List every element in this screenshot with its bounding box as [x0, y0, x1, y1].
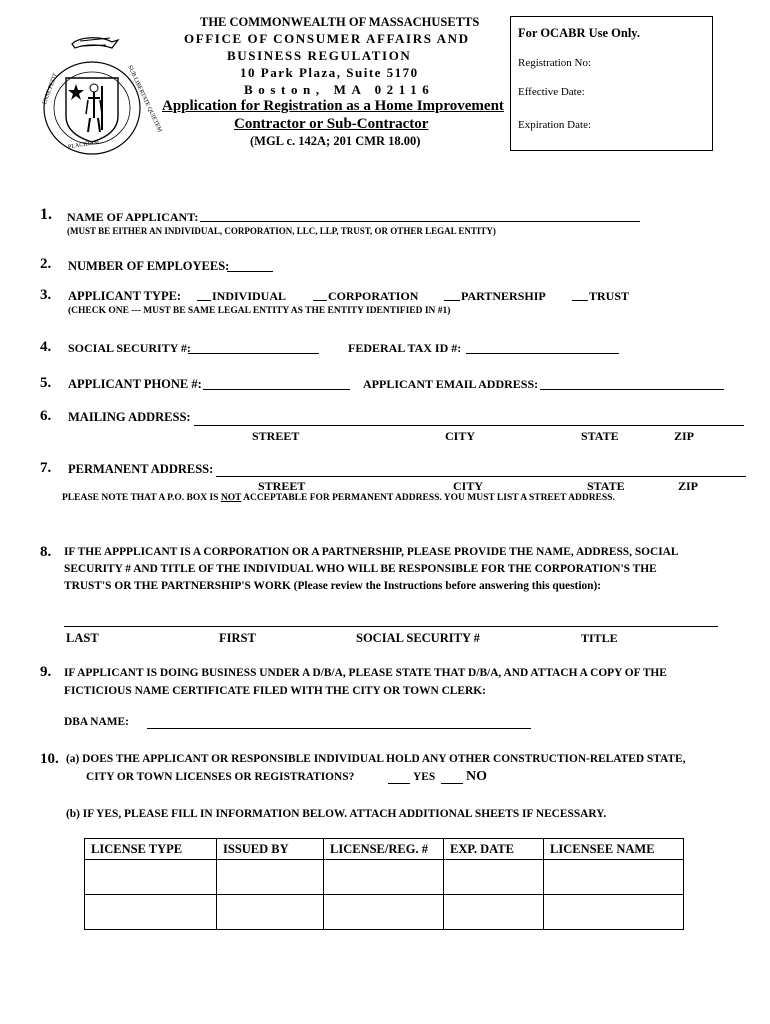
employees-field[interactable]: [227, 271, 273, 272]
dba-field[interactable]: [147, 728, 531, 729]
office-heading-line2: BUSINESS REGULATION: [227, 48, 412, 63]
license-table: [84, 838, 684, 930]
table-cell[interactable]: [444, 895, 544, 930]
table-cell[interactable]: [544, 860, 684, 895]
seal-text-left: ENSE PETIT: [41, 72, 59, 106]
q3-number: 3.: [40, 287, 52, 303]
q10-number: 10.: [40, 751, 59, 767]
col-last: LAST: [66, 631, 99, 645]
option-trust: TRUST: [589, 289, 630, 303]
permanent-street: STREET: [258, 479, 306, 493]
ssn-field[interactable]: [188, 353, 319, 354]
corporation-checkbox[interactable]: [313, 300, 327, 301]
state-seal: [30, 26, 163, 156]
no-label: NO: [466, 769, 487, 784]
mailing-zip: ZIP: [674, 429, 695, 443]
permanent-address-field[interactable]: [216, 476, 746, 477]
employees-label: NUMBER OF EMPLOYEES:: [68, 259, 230, 273]
q9-line1: IF APPLICANT IS DOING BUSINESS UNDER A D/B/A, PLEASE STATE THAT D/B/A, AND ATTACH A COPY OF THE: [64, 667, 667, 679]
table-cell[interactable]: [324, 895, 444, 930]
option-partnership: PARTNERSHIP: [461, 289, 546, 303]
mailing-street: STREET: [252, 429, 300, 443]
q10a-line1: (a) DOES THE APPLICANT OR RESPONSIBLE INDIVIDUAL HOLD ANY OTHER CONSTRUCTION-RELATED STATE,: [66, 753, 686, 765]
po-box-note-pre: PLEASE NOTE THAT A P.O. BOX IS: [62, 493, 221, 503]
table-cell[interactable]: [324, 860, 444, 895]
ssn-label: SOCIAL SECURITY #:: [68, 341, 191, 355]
permanent-state: STATE: [587, 479, 625, 493]
q8-line3: TRUST'S OR THE PARTNERSHIP'S WORK (Please review the Instructions before answering this question):: [64, 580, 602, 592]
address-line2: Boston, MA 02116: [244, 82, 435, 97]
email-field[interactable]: [540, 389, 724, 390]
applicant-name-label: NAME OF APPLICANT:: [67, 210, 199, 224]
header-licensee-name: LICENSEE NAME: [544, 839, 684, 860]
table-cell[interactable]: [85, 860, 217, 895]
po-box-note: [62, 493, 615, 503]
seal-text-bottom: PLACIDAM: [67, 139, 100, 151]
po-box-note-post: ACCEPTABLE FOR PERMANENT ADDRESS. YOU MUST LIST A STREET ADDRESS.: [241, 493, 615, 503]
q4-number: 4.: [40, 339, 52, 355]
permanent-zip: ZIP: [678, 479, 699, 493]
q2-number: 2.: [40, 256, 52, 272]
q9-line2: FICTICIOUS NAME CERTIFICATE FILED WITH THE CITY OR TOWN CLERK:: [64, 685, 486, 697]
header-issued-by: ISSUED BY: [217, 839, 324, 860]
q6-number: 6.: [40, 408, 52, 424]
address-line1: 10 Park Plaza, Suite 5170: [240, 65, 419, 80]
q10a-line2: CITY OR TOWN LICENSES OR REGISTRATIONS?: [86, 771, 355, 783]
header-license-type: LICENSE TYPE: [85, 839, 217, 860]
q8-number: 8.: [40, 544, 52, 560]
office-heading-line1: OFFICE OF CONSUMER AFFAIRS AND: [184, 31, 470, 46]
q8-line1: IF THE APPPLICANT IS A CORPORATION OR A PARTNERSHIP, PLEASE PROVIDE THE NAME, ADDRESS, SOCIAL: [64, 546, 679, 558]
mailing-address-field[interactable]: [194, 425, 744, 426]
partnership-checkbox[interactable]: [444, 300, 460, 301]
trust-checkbox[interactable]: [572, 300, 588, 301]
tax-id-label: FEDERAL TAX ID #:: [348, 341, 462, 355]
phone-label: APPLICANT PHONE #:: [68, 377, 202, 391]
ocabr-title: For OCABR Use Only.: [518, 26, 640, 40]
q9-number: 9.: [40, 664, 52, 680]
table-cell[interactable]: [85, 895, 217, 930]
q8-line2: SECURITY # AND TITLE OF THE INDIVIDUAL WHO WILL BE RESPONSIBLE FOR THE CORPORATION'S THE: [64, 563, 657, 575]
license-table-header: [85, 839, 684, 860]
responsible-individual-field[interactable]: [64, 626, 718, 627]
col-title: TITLE: [581, 631, 618, 645]
permanent-city: CITY: [453, 479, 484, 493]
col-ssn: SOCIAL SECURITY #: [356, 631, 480, 645]
table-cell[interactable]: [544, 895, 684, 930]
table-cell[interactable]: [444, 860, 544, 895]
commonwealth-heading: THE COMMONWEALTH OF MASSACHUSETTS: [200, 15, 480, 29]
option-individual: INDIVIDUAL: [212, 289, 287, 303]
applicant-name-field[interactable]: [200, 221, 640, 222]
header-exp-date: EXP. DATE: [444, 839, 544, 860]
table-cell[interactable]: [217, 895, 324, 930]
option-corporation: CORPORATION: [328, 289, 419, 303]
mailing-address-label: MAILING ADDRESS:: [68, 410, 191, 424]
form-title-line1: Application for Registration as a Home Improvement: [162, 98, 504, 114]
permanent-address-label: PERMANENT ADDRESS:: [68, 462, 214, 476]
tax-id-field[interactable]: [466, 353, 619, 354]
col-first: FIRST: [219, 631, 256, 645]
table-cell[interactable]: [217, 860, 324, 895]
table-row: [85, 895, 684, 930]
dba-label: DBA NAME:: [64, 716, 129, 728]
yes-field[interactable]: [388, 783, 410, 784]
yes-label: YES: [413, 771, 436, 783]
q10b-line: (b) IF YES, PLEASE FILL IN INFORMATION BELOW. ATTACH ADDITIONAL SHEETS IF NECESSARY.: [66, 808, 607, 820]
q5-number: 5.: [40, 375, 52, 391]
registration-no-label: Registration No:: [518, 57, 592, 69]
mailing-city: CITY: [445, 429, 476, 443]
effective-date-label: Effective Date:: [518, 86, 585, 98]
po-box-note-not: NOT: [220, 493, 242, 503]
mailing-state: STATE: [581, 429, 619, 443]
q3-note: (CHECK ONE --- MUST BE SAME LEGAL ENTITY AS THE ENTITY IDENTIFIED IN #1): [68, 306, 451, 316]
no-field[interactable]: [441, 783, 463, 784]
header-license-reg: LICENSE/REG. #: [324, 839, 444, 860]
individual-checkbox[interactable]: [197, 300, 211, 301]
q1-number: 1.: [40, 206, 52, 223]
q1-note: (MUST BE EITHER AN INDIVIDUAL, CORPORATION, LLC, LLP, TRUST, OR OTHER LEGAL ENTITY): [67, 226, 496, 236]
form-title-line2: Contractor or Sub-Contractor: [234, 116, 429, 132]
phone-field[interactable]: [203, 389, 350, 390]
citation: (MGL c. 142A; 201 CMR 18.00): [250, 134, 421, 148]
seal-text-right: SUB LIBERTATE QUIETEM: [126, 64, 163, 134]
ocabr-box: [510, 16, 713, 151]
applicant-type-label: APPLICANT TYPE:: [68, 289, 182, 303]
q7-number: 7.: [40, 460, 52, 476]
expiration-date-label: Expiration Date:: [518, 119, 592, 131]
email-label: APPLICANT EMAIL ADDRESS:: [363, 377, 539, 391]
table-row: [85, 860, 684, 895]
